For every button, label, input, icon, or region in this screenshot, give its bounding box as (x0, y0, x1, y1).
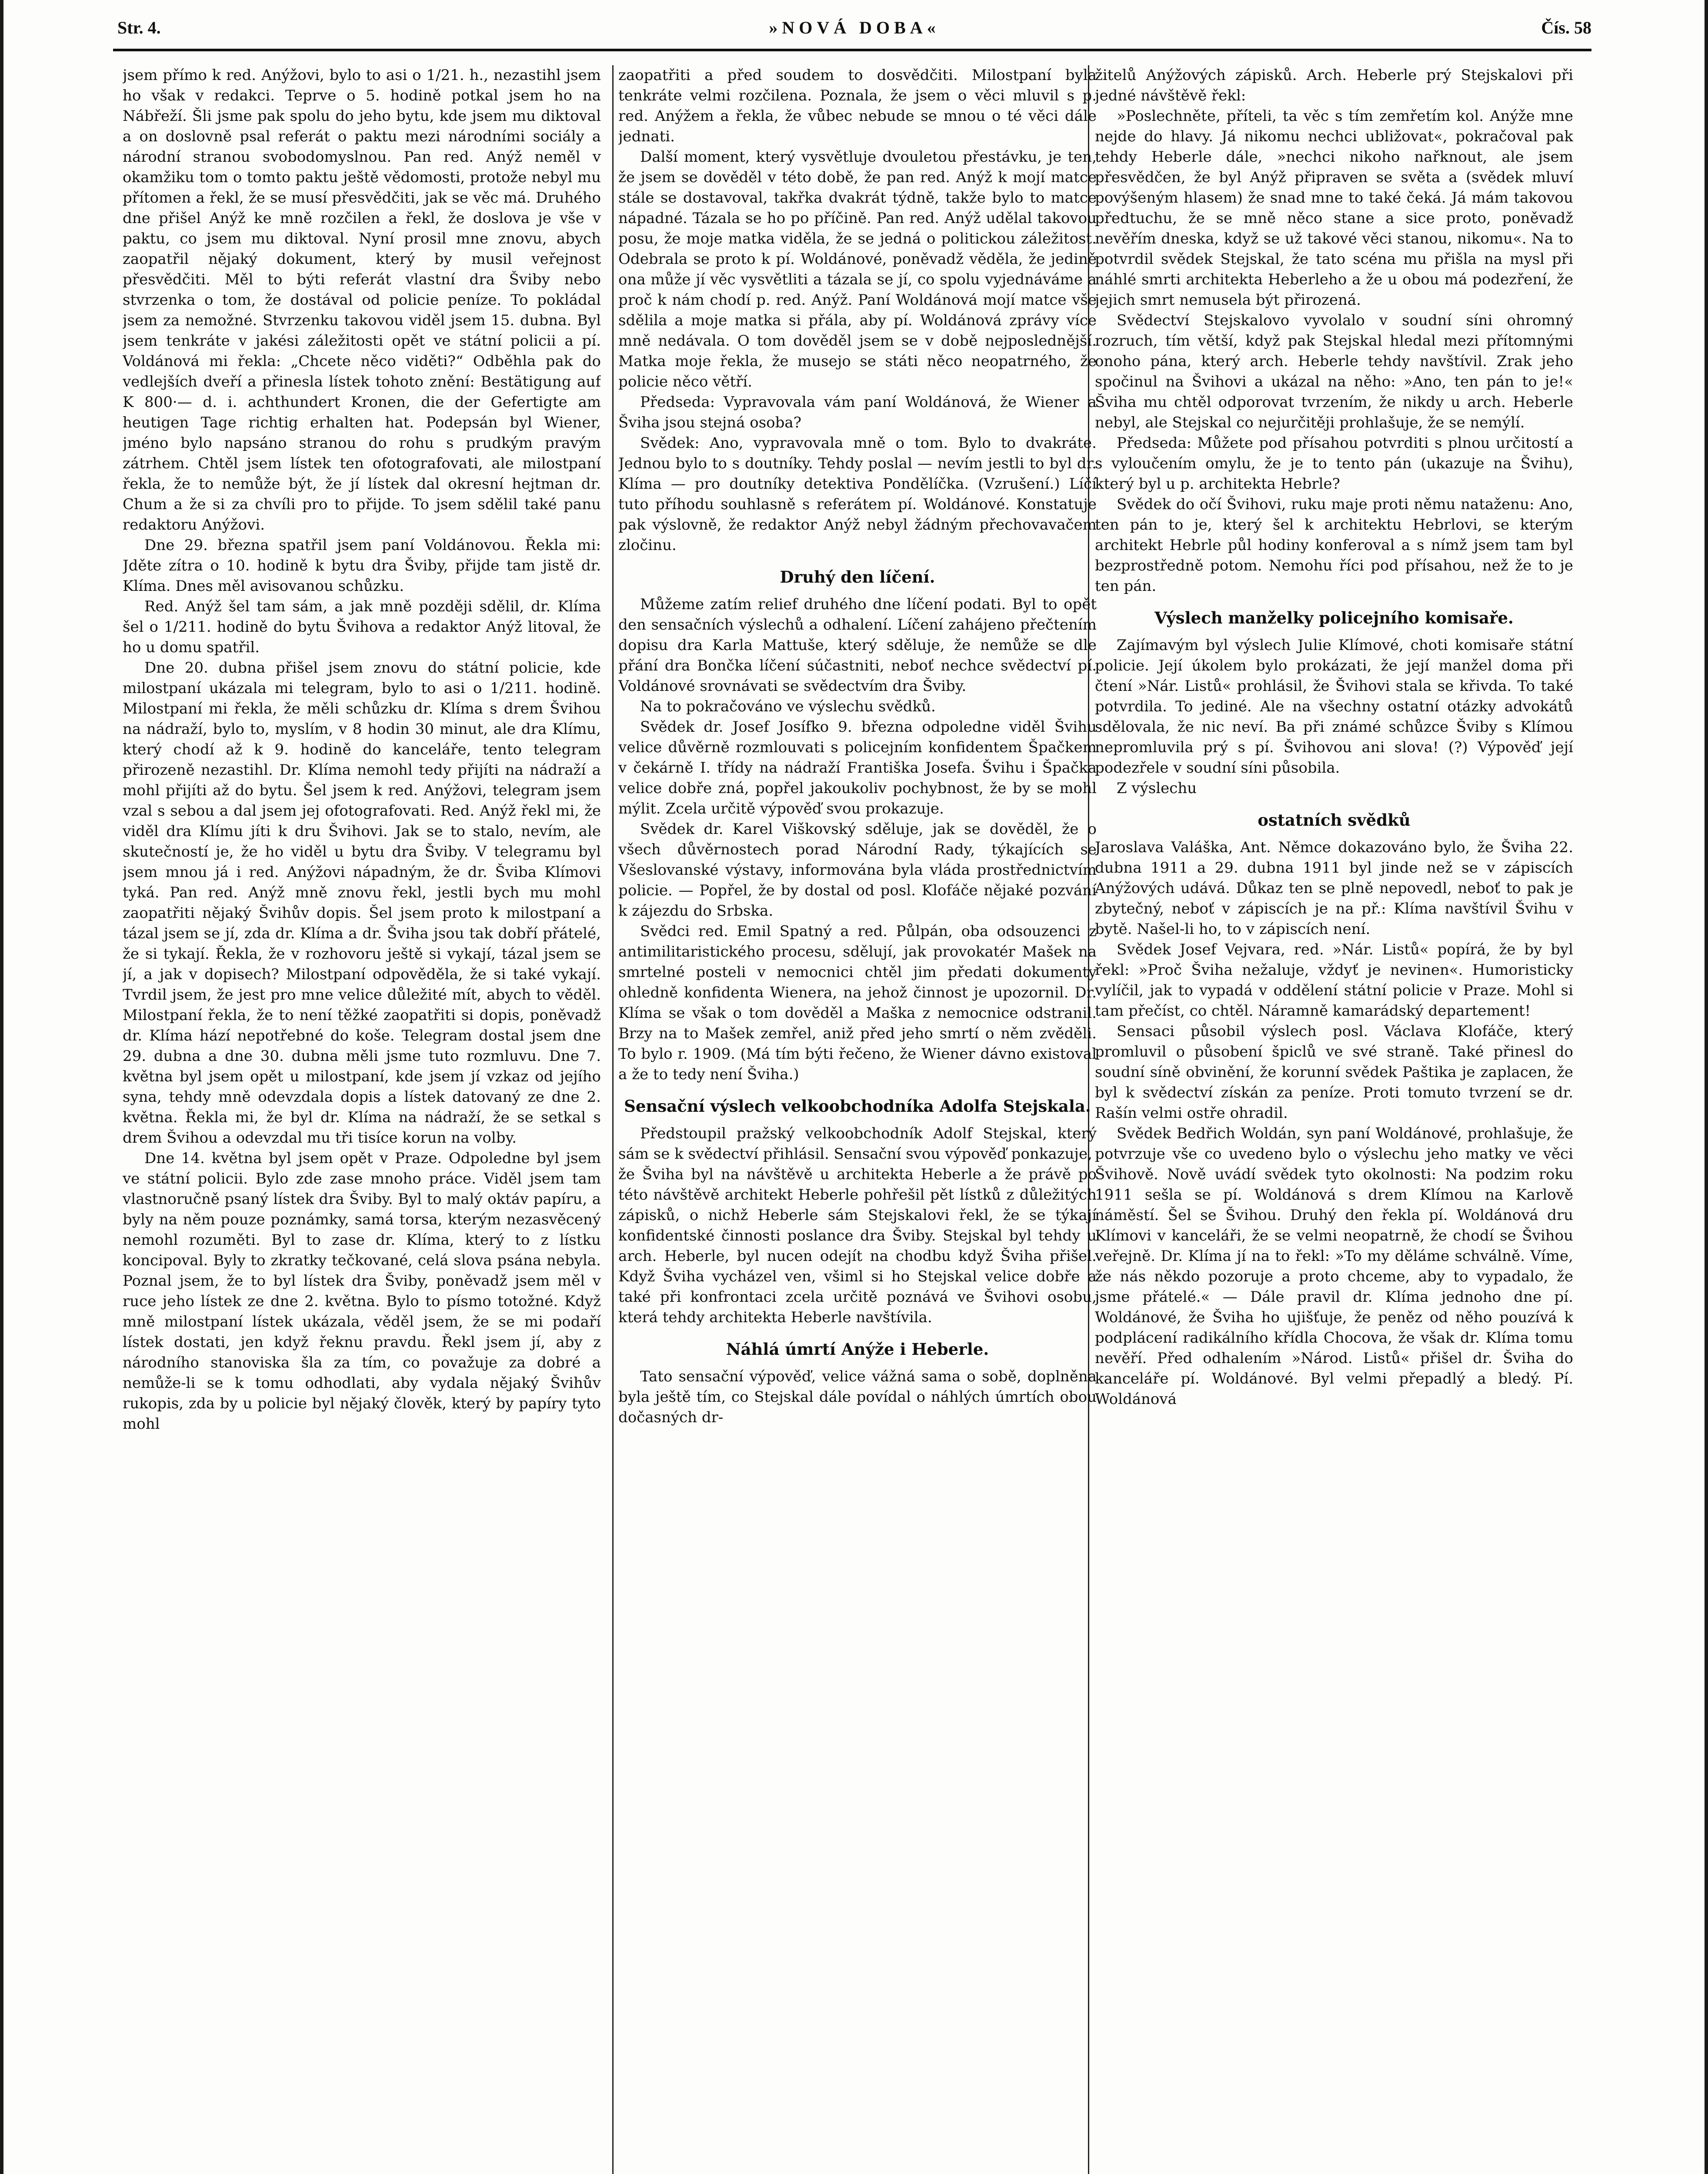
paragraph: Jaroslava Valáška, Ant. Němce dokazováno bylo, že Šviha 22. dubna 1911 a 29. dubna 1911 byl jinde než se v zápiscích Anýžových udává. Důkaz ten se plně nepovedl, neboť to pak je zbytečný, neboť v zápiscích je na př.: Klíma navštívil Švihu v bytě. Našel-li ho, to v zápiscích není. (1095, 839, 1573, 938)
paragraph: Z výslechu (1117, 780, 1197, 797)
paragraph: Svědectví Stejskalovo vyvolalo v soudní síni ohromný rozruch, tím větší, když pak Stejskal hledal mezi přítomnými onoho pána, který arch. Heberle tehdy navštívil. Zrak jeho spočinul na Švihovi a ukázal na něho: »Ano, ten pán to je!« Šviha mu chtěl odporovat tvrzením, že nikdy u arch. Heberle nebyl, ale Stejskal co nejurčitěji prohlašuje, že se nemýlí. (1095, 312, 1573, 431)
header-rule (113, 49, 1591, 51)
paragraph: Předstoupil pražský velkoobchodník Adolf Stejskal, který sám se k svědectví přihlásil. Sensační svou výpověď ponkazuje, (618, 1125, 1097, 1163)
paragraph: Svědek Bedřich Woldán, syn paní Woldánové, prohlašuje, že potvrzuje vše co uvedeno bylo o výslechu jeho matky ve věci Švihově. Nově uvádí svědek tyto okolnosti: Na podzim roku 1911 sešla se pí. Woldánová s drem Klímou na Karlově náměstí. Šel se Švihou. Druhý den řekla pí. Woldánová dru Klímovi v kanceláři, že se velmi neopatrně, že chodí se Švihou veřejně. Dr. Klíma jí na to řekl: »To my děláme schválně. Víme, že nás někdo pozoruje a proto chceme, aby to vypadalo, že jsme přátelé.« — Dále pravil dr. Klíma jednoho dne pí. Woldánové, že Šviha ho ujišťuje, že peněz od něho pouzívá k podplácení radikálního křídla Chocova, že však dr. Klíma tomu nevěří. Před odhalením »Národ. Listů« přišel dr. Šviha do kanceláře pí. Woldánové. Byl velmi přepadlý a bledý. Pí. Woldánová (1095, 1125, 1573, 1408)
paragraph: jsem přímo k red. Anýžovi, bylo to asi o 1/21. h., nezastihl jsem ho však v redakci. Teprve o 5. hodině potkal jsem ho na Nábřeží. Šli jsme pak spolu do jeho bytu, kde jsem mu diktoval a on doslovně psal referát o paktu mezi národními sociály a národní stranou svobodomyslnou. Pan red. Anýž neměl v okamžiku tom o tomto paktu ještě vědomosti, protože nebyl mu přítomen a řekl, že se musí přesvědčiti, jak se věc má. Druhého dne přišel Anýž ke mně rozčilen a řekl, že doslova je vše v paktu, co jsem mu diktoval. Nyní prosil mne znovu, abych zaopatřil nějaký dokument, který by musil veřejnost přesvědčiti. Měl to býti referát vlastní dra Šviby nebo stvrzenka o tom, že dostával od policie peníze. To pokládal jsem za nemožné. Stvrzenku takovou viděl jsem 15. dubna. Byl jsem tenkráte v jakési záležitosti opět ve státní policii a pí. Voldánová mi řekla: „Chcete něco viděti?“ Odběhla pak do vedlejších dveří a přinesla lístek tohoto znění: Bestätigung auf K 800·— d. i. achthundert Kronen, die der Gefertigte am heutigen Tage richtig erhalten hat. Podepsán byl Wiener, jméno bylo napsáno stranou do rohu s prudkým pravým zátrhem. Chtěl jsem lístek ten ofotografovati, ale milostpaní řekla, že to nemůže být, že jí lístek dal okresní hejtman dr. Chum a že si za chvíli pro to přijde. To jsem sdělil také panu redaktoru Anýžovi. (123, 67, 601, 533)
newspaper-title: »NOVÁ DOBA« (769, 18, 940, 37)
paragraph: Předseda: Vypravovala vám paní Woldánová, že Wiener a Šviha jsou stejná osoba? (618, 393, 1097, 431)
section-heading: Druhý den líčení. (780, 567, 935, 587)
column-1 (123, 65, 601, 2174)
paragraph: Svědek Josef Vejvara, red. »Nár. Listů« popírá, že by byl řekl: »Proč Šviha nežaluje, vždyť je nevinen«. Humoristicky vylíčil, jak to vypadá v oddělení státní policie v Praze. Mohl si tam přečíst, co chtěl. Náramně kamarádský departement! (1095, 941, 1573, 1020)
paragraph: Dne 29. března spatřil jsem paní Voldánovou. Řekla mi: Jděte zítra o 10. hodině k bytu dra Šviby, přijde tam jistě dr. Klíma. Dnes měl avisovanou schůzku. (123, 537, 601, 595)
paragraph: zaopatřiti a před soudem to dosvědčiti. Milostpaní byla tenkráte velmi rozčilena. Poznala, že jsem o věci mluvil s p. red. Anýžem a řekla, že vůbec nebude se mnou o té věci dále jednati. (618, 67, 1097, 145)
paragraph: Tato sensační výpověď, velice vážná sama o sobě, doplněna byla ještě tím, co Stejskal dále povídal o náhlých úmrtích obou dočasných dr- (618, 1368, 1097, 1426)
page-header (117, 17, 1591, 43)
section-heading: ostatních svědků (1258, 810, 1411, 830)
paragraph: Red. Anýž šel tam sám, a jak mně později sdělil, dr. Klíma šel o 1/211. hodině do bytu Švihova a redaktor Anýž litoval, že ho u domu spatřil. (123, 598, 601, 656)
paragraph: Můžeme zatím relief druhého dne líčení podati. Byl to opět den sensačních výslechů a odhalení. Líčení zahájeno přečtením dopisu dra Karla Mattuše, který sděluje, že nemůže se dle přání dra Bončka líčení súčastniti, neboť nechce svědectví pí. Voldánové srovnávati se svědectvím dra Šviby. (618, 596, 1097, 695)
paragraph: žitelů Anýžových zápisků. Arch. Heberle prý Stejskalovi při jedné návštěvě řekl: (1095, 67, 1573, 104)
paragraph: Svědek dr. Josef Josífko 9. března odpoledne viděl Švihu velice důvěrně rozmlouvati s policejním konfidentem Špačkem v čekárně I. třídy na nádraží Františka Josefa. Švihu i Špačka velice dobře zná, popřel jakoukoliv pochybnost, že by se mohl mýlit. Zcela určitě výpověď svou prokazuje. (618, 718, 1097, 817)
issue-number: Čís. 58 (1541, 18, 1591, 37)
paragraph: Dne 20. dubna přišel jsem znovu do státní policie, kde milostpaní ukázala mi telegram, bylo to asi o 1/211. hodině. Milostpaní mi řekla, že měli schůzku dr. Klíma s drem Švihou na nádraží, bylo to, myslím, v 8 hodin 30 minut, ale dra Klímu, který chodí až k 9. hodině do kanceláře, tento telegram přirozeně nezastihl. Dr. Klíma nemohl tedy přijíti na nádraží a mohl přijíti až do bytu. Šel jsem k red. Anýžovi, telegram jsem vzal s sebou a dal jsem jej ofotografovati. Red. Anýž řekl mi, že viděl dra Klímu jíti k dru Švihovi. Jak se to stalo, nevím, ale skutečností je, že ho viděl u bytu dra Šviby. V telegramu byl jsem mnou já i red. Anýžovi nápadným, že dr. Šviba Klímovi tyká. Pan red. Anýž mně znovu řekl, jestli bych mu mohl zaopatřiti nějaký Švihův dopis. Šel jsem proto k milostpaní a tázal jsem se jí, zda dr. Klíma a dr. Šviha jsou tak dobří přátelé, že si tykají. Řekla, že v rozhovoru ještě si vykají, tázal jsem se jí, a jak v dopisech? Milostpaní odpověděla, že si také vykají. Tvrdil jsem, že jest pro mne velice důležité mít, abych to věděl. Milostpaní řekla, že to není těžké zaopatřiti si dopis, poněvadž dr. Klíma hází nepotřebné do koše. Telegram dostal jsem dne 29. dubna a dne 30. dubna měli jsme tuto rozmluvu. Dne 7. května byl jsem opět u milostpaní, kde jsem jí vzkaz od jejího syna, tehdy mně odevzdala dopis a lístek datovaný ze dne 2. května. Řekla mi, že byl dr. Klíma na nádraží, že se setkal s drem Švihou a odevzdal mu tři tisíce korun na volby. (123, 659, 601, 1147)
paragraph: Sensaci působil výslech posl. Václava Klofáče, který promluvil o působení špiclů ve své straně. Také přinesl do soudní síně obvinění, že korunní svědek Paštika je zaplacen, že byl k svědectví získán za peníze. Proti tomuto tvrzení se dr. Rašín velmi ostře ohradil. (1095, 1023, 1573, 1122)
section-heading: Náhlá úmrtí Anýže i Heberle. (726, 1340, 989, 1359)
column-3 (1095, 65, 1573, 2174)
column-2 (618, 65, 1097, 2174)
paragraph: Svědek: Ano, vypravovala mně o tom. Bylo to dvakráte. Jednou bylo to s doutníky. Tehdy poslal — nevím jestli to byl dr. Klíma — pro doutníky detektiva Pondělíčka. (Vzrušení.) Líčí tuto příhodu souhlasně s referátem pí. Woldánové. Konstatuje pak výslovně, že redaktor Anýž nebyl žádným přechovavačem zločinu. (618, 434, 1097, 554)
paragraph: Svědek dr. Karel Viškovský sděluje, jak se dověděl, že o všech důvěrnostech porad Národní Rady, týkajících se Všeslovanské výstavy, informována byla vláda prostřednictvím policie. — Popřel, že by dostal od posl. Klofáče nějaké pozvání k zájezdu do Srbska. (618, 820, 1097, 920)
paragraph: Svědek do očí Švihovi, ruku maje proti němu nataženu: Ano, ten pán to je, který šel k architektu Hebrlovi, se kterým architekt Hebrle půl hodiny konferoval a s nímž jsem tam byl bezprostředně potom. Nemohu říci pod přísahou, než že to je ten pán. (1095, 496, 1573, 595)
page-number: Str. 4. (117, 18, 161, 37)
paragraph: Na to pokračováno ve výslechu svědků. (640, 698, 936, 715)
paragraph: »Poslechněte, příteli, ta věc s tím zemřetím kol. Anýže mne nejde do hlavy. Já nikomu nechci ubližovat«, pokračoval pak tehdy Heberle dále, »nechci nikoho nařknout, ale jsem přesvědčen, že byl Anýž připraven se světa a (svědek mluví povýšeným hlasem) že snad mne to také čeká. Já mám takovou předtuchu, že se mně něco stane a sice proto, poněvadž nevěřím dneska, když se už takové věci stanou, nikomu«. Na to potvrdil svědek Stejskal, že tato scéna mu přišla na mysl při náhlé smrti architekta Heberleho a že u obou má podezření, že jejich smrt nemusela být přirozená. (1095, 107, 1573, 309)
paragraph: Zajímavým byl výslech Julie Klímové, choti komisaře státní policie. Její úkolem bylo prokázati, že její manžel doma při čtení »Nár. Listů« prohlásil, že Švihovi stala se křivda. To také potvrdila. To jediné. Ale na všechny ostatní otázky advokátů sdělovala, že nic neví. Ba při známé schůzce Šviby s Klímou nepromluvila prý s pí. Švihovou ani slova! (?) Výpověď její podezřele v soudní síni působila. (1095, 637, 1573, 777)
paragraph: Další moment, který vysvětluje dvouletou přestávku, je ten, že jsem se dověděl v této době, že pan red. Anýž k mojí matce stále se dostavoval, takřka dvakrát týdně, takže bylo to matce nápadné. Tázala se ho po příčině. Pan red. Anýž udělal takovou posu, že moje matka viděla, že se jedná o politickou záležitost. Odebrala se proto k pí. Woldánové, poněvadž věděla, že jedině ona může jí věc vysvětliti a tázala se jí, co spolu vyjednáváme a proč k nám chodí p. red. Anýž. Paní Woldánová mojí matce vše sdělila a moje matka si přála, aby pí. Woldánová zprávy více mně nedávala. O tom dověděl jsem se v době nejposlednější. Matka moje řekla, že musejo se státi něco neopatrného, že policie něco větří. (618, 148, 1097, 390)
paragraph: Dne 14. května byl jsem opět v Praze. Odpoledne byl jsem ve státní policii. Bylo zde zase mnoho práce. Viděl jsem tam vlastnoručně psaný lístek dra Šviby. Byl to malý oktáv papíru, a byly na něm pouze poznámky, samá torsa, kterým nezasvěcený nemohl rozuměti. Byl to zase dr. Klíma, který to z lístku koncipoval. Byly to zkratky tečkované, celá slova psána nebyla. Poznal jsem, že to byl lístek dra Šviby, poněvadž jsem měl v ruce jeho lístek ze dne 2. května. Bylo to písmo totožné. Když mně milostpaní lístek ukázala, věděl jsem, že se mi podaří lístek dostati, jen když řeknu pravdu. Řekl jsem jí, aby z národního stanoviska šla za tím, co považuje za dobré a nemůže-li se k tomu odhodlati, aby vydala nějaký Švihův rukopis, zda by u policie byl nějaký člověk, který by papíry tyto mohl (123, 1150, 601, 1433)
section-heading: Výslech manželky policejního komisaře. (1154, 608, 1514, 627)
paragraph: Svědci red. Emil Spatný a red. Půlpán, oba odsouzenci z antimilitaristického procesu, sdělují, jak provokatér Mašek na smrtelné posteli v nemocnici chtěl jim předati dokumenty ohledně konfidenta Wienera, na jehož činnost je upozornil. Dr. Klíma se však o tom dověděl a Maška z nemocnice odstranil. Brzy na to Mašek zemřel, aniž před jeho smrtí o něm zvěděli. To bylo r. 1909. (Má tím býti řečeno, že Wiener dávno existoval a že to tedy není Šviha.) (618, 923, 1097, 1083)
scan-edge-right (1705, 0, 1708, 2174)
paragraph: že Šviha byl na návštěvě u architekta Heberle a že právě po této návštěvě architekt Heberle pohřešil pět lístků z důležitých zápisků, o nichž Heberle sám Stejskalovi řekl, že se týkají konfidentské činnosti poslance dra Šviby. Stejskal byl tehdy u arch. Heberle, byl nucen odejít na chodbu když Šviha přišel. Když Šviha vycházel ven, všiml si ho Stejskal velice dobře a také při konfrontaci zcela určitě poznává ve Švihovi osobu, která tehdy architekta Heberle navštívila. (618, 1166, 1097, 1326)
section-heading: Sensační výslech velkoobchodníka Adolfa Stejskala. (624, 1097, 1091, 1116)
scan-edge-left (0, 0, 3, 2174)
column-divider (612, 65, 614, 2174)
paragraph: Předseda: Můžete pod přísahou potvrditi s plnou určitostí a s vyloučením omylu, že je to tento pán (ukazuje na Švihu), který byl u p. architekta Hebrle? (1095, 434, 1573, 493)
